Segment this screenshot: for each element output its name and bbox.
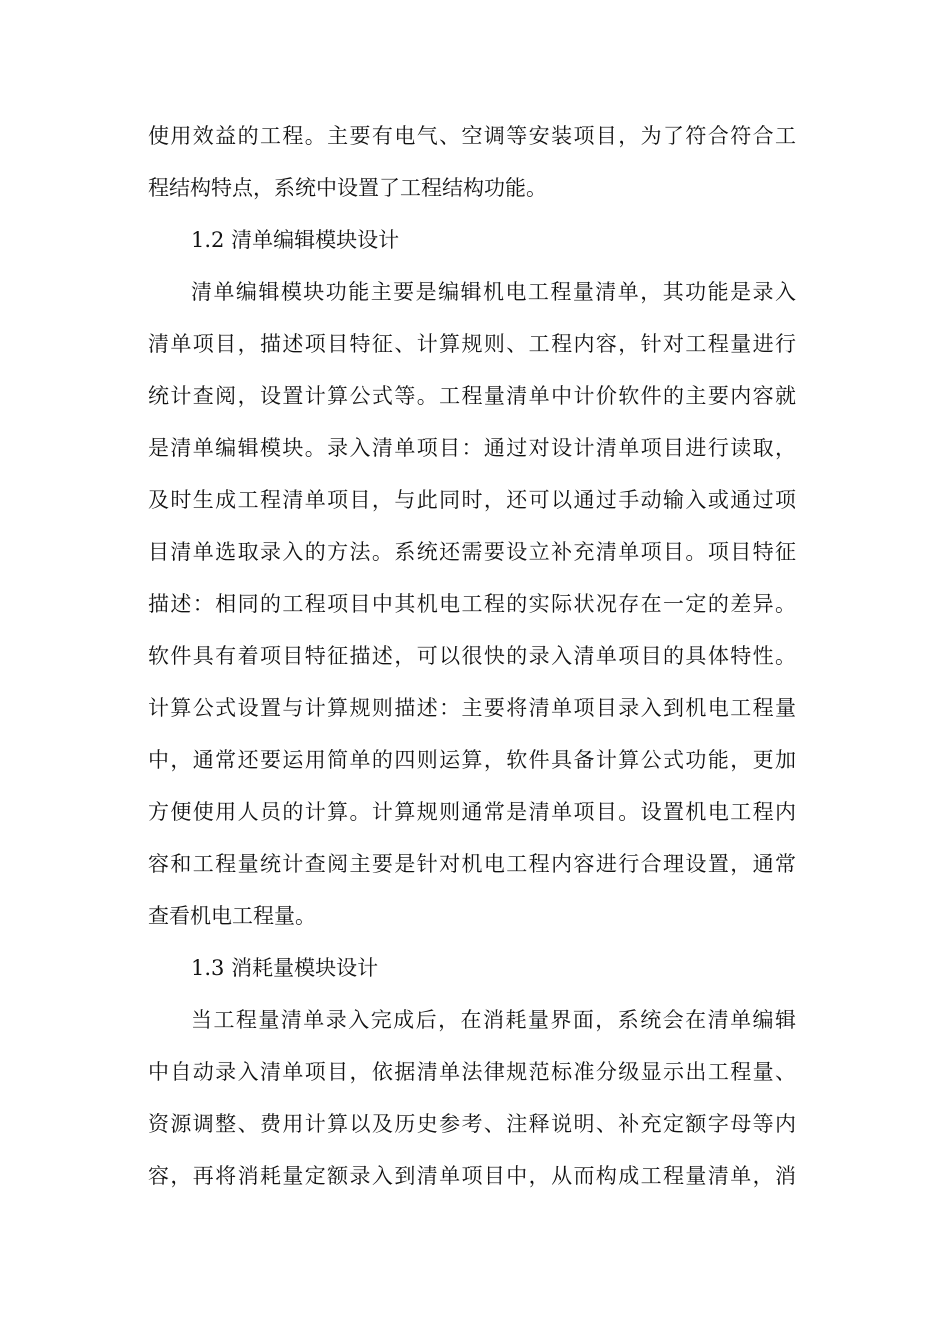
paragraph-line: 容，再将消耗量定额录入到清单项目中，从而构成工程量清单，消 bbox=[148, 1164, 796, 1188]
paragraph-line: 资源调整、费用计算以及历史参考、注释说明、补充定额字母等内 bbox=[148, 1112, 796, 1136]
paragraph-line: 中，通常还要运用简单的四则运算，软件具备计算公式功能，更加 bbox=[148, 748, 796, 772]
paragraph-line: 查看机电工程量。 bbox=[148, 904, 316, 928]
paragraph-line: 计算公式设置与计算规则描述：主要将清单项目录入到机电工程量 bbox=[148, 696, 796, 720]
paragraph-line: 是清单编辑模块。录入清单项目：通过对设计清单项目进行读取， bbox=[148, 436, 796, 460]
paragraph-line: 程结构特点，系统中设置了工程结构功能。 bbox=[148, 176, 547, 200]
paragraph-line: 目清单选取录入的方法。系统还需要设立补充清单项目。项目特征 bbox=[148, 540, 796, 564]
paragraph-line: 中自动录入清单项目，依据清单法律规范标准分级显示出工程量、 bbox=[148, 1060, 796, 1084]
paragraph-line: 软件具有着项目特征描述，可以很快的录入清单项目的具体特性。 bbox=[148, 644, 796, 668]
paragraph-line: 方便使用人员的计算。计算规则通常是清单项目。设置机电工程内 bbox=[148, 800, 796, 824]
paragraph-line: 使用效益的工程。主要有电气、空调等安装项目，为了符合符合工 bbox=[148, 124, 796, 148]
section-heading: 1.3 消耗量模块设计 bbox=[191, 956, 379, 980]
section-heading: 1.2 清单编辑模块设计 bbox=[191, 228, 400, 252]
paragraph-line: 统计查阅，设置计算公式等。工程量清单中计价软件的主要内容就 bbox=[148, 384, 796, 408]
paragraph-line: 当工程量清单录入完成后，在消耗量界面，系统会在清单编辑 bbox=[191, 1008, 796, 1032]
paragraph-line: 清单项目，描述项目特征、计算规则、工程内容，针对工程量进行 bbox=[148, 332, 796, 356]
paragraph-line: 容和工程量统计查阅主要是针对机电工程内容进行合理设置，通常 bbox=[148, 852, 796, 876]
paragraph-line: 描述：相同的工程项目中其机电工程的实际状况存在一定的差异。 bbox=[148, 592, 796, 616]
paragraph-line: 清单编辑模块功能主要是编辑机电工程量清单，其功能是录入 bbox=[191, 280, 796, 304]
paragraph-line: 及时生成工程清单项目，与此同时，还可以通过手动输入或通过项 bbox=[148, 488, 796, 512]
